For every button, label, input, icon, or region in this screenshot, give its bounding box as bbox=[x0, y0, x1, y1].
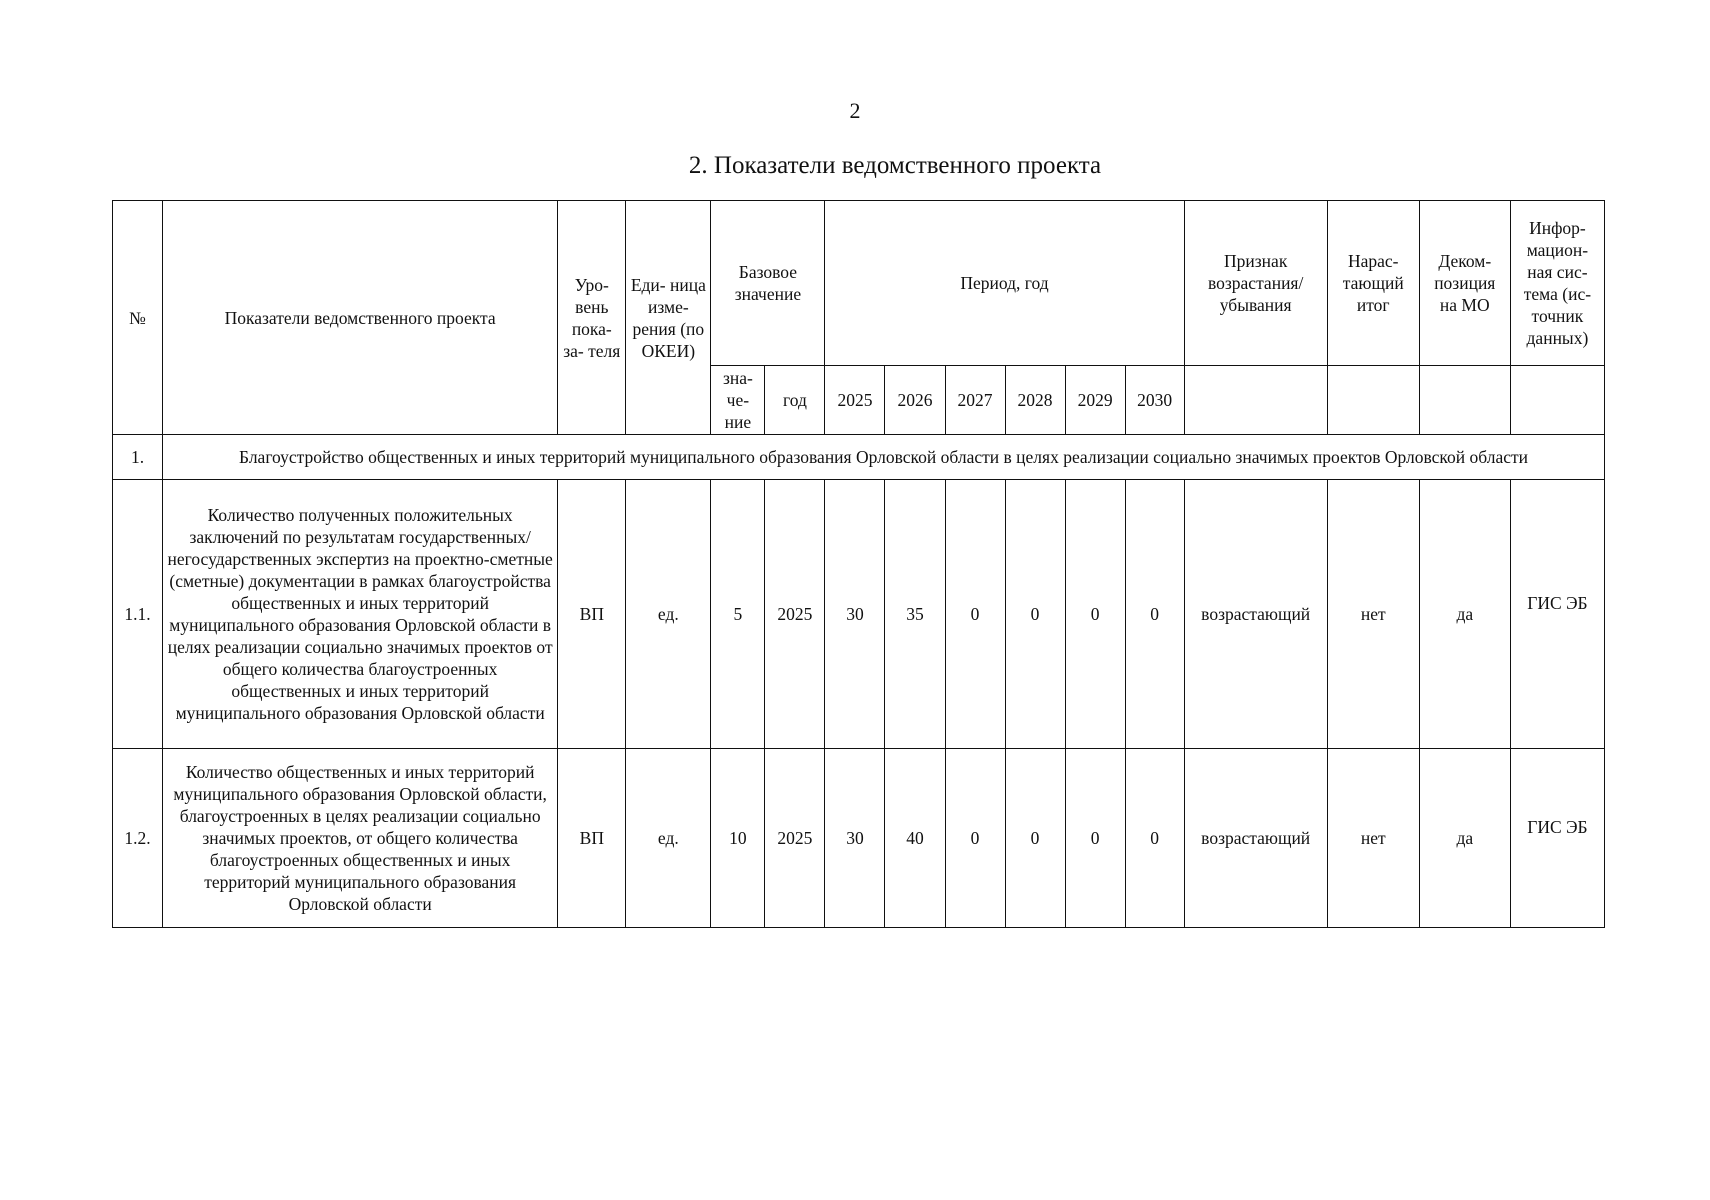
row-num: 1.1. bbox=[113, 480, 163, 749]
row-value-2026: 35 bbox=[885, 480, 945, 749]
row-indicator: Количество полученных положительных заключений по результатам государственных/негосударственных экспертиз на проектно-сметные (сметные) документации в рамках благоустройства общественных и иных территорий муниципального образования Орловской области в целях реализации социально значимых проектов от общего количества благоустроенных общественных и иных территорий муниципального образования Орловской области bbox=[163, 480, 558, 749]
row-value-2030: 0 bbox=[1125, 480, 1184, 749]
row-sign: возрастающий bbox=[1184, 480, 1327, 749]
row-decomposition: да bbox=[1419, 480, 1510, 749]
row-value-2028: 0 bbox=[1005, 749, 1065, 928]
header-cumulative: Нарас- тающий итог bbox=[1327, 201, 1419, 366]
row-value-2030: 0 bbox=[1125, 749, 1184, 928]
row-value-2029: 0 bbox=[1065, 749, 1125, 928]
row-cumulative: нет bbox=[1327, 749, 1419, 928]
empty-cell bbox=[1510, 366, 1604, 435]
table-row bbox=[113, 480, 1605, 749]
section-row bbox=[113, 435, 1605, 480]
header-level: Уро- вень пока- за- теля bbox=[558, 201, 626, 435]
empty-cell bbox=[1419, 366, 1510, 435]
row-value-2027: 0 bbox=[945, 480, 1005, 749]
row-infosystem-text: ГИС ЭБ bbox=[1527, 816, 1588, 837]
row-unit: ед. bbox=[626, 749, 711, 928]
row-num: 1.2. bbox=[113, 749, 163, 928]
row-sign: возрастающий bbox=[1184, 749, 1327, 928]
row-value-2027: 0 bbox=[945, 749, 1005, 928]
header-decomposition: Деком- позиция на МО bbox=[1419, 201, 1510, 366]
page-number: 2 bbox=[849, 98, 861, 123]
header-unit: Еди- ница изме- рения (по ОКЕИ) bbox=[626, 201, 711, 435]
header-year: 2025 bbox=[825, 366, 885, 435]
header-base-year: год bbox=[765, 366, 825, 435]
header-year: 2026 bbox=[885, 366, 945, 435]
header-period: Период, год bbox=[825, 201, 1184, 366]
indicators-table bbox=[112, 200, 1605, 928]
header-year: 2027 bbox=[945, 366, 1005, 435]
header-sign: Признак возрастания/ убывания bbox=[1184, 201, 1327, 366]
row-value-2029: 0 bbox=[1065, 480, 1125, 749]
header-indicator: Показатели ведомственного проекта bbox=[163, 201, 558, 435]
empty-cell bbox=[1184, 366, 1327, 435]
section-title: Благоустройство общественных и иных территорий муниципального образования Орловской области в целях реализации социально значимых проектов Орловской области bbox=[163, 435, 1605, 480]
row-base-year: 2025 bbox=[765, 480, 825, 749]
header-year: 2028 bbox=[1005, 366, 1065, 435]
row-value-2026: 40 bbox=[885, 749, 945, 928]
table-row bbox=[113, 749, 1605, 928]
row-decomposition: да bbox=[1419, 749, 1510, 928]
row-infosystem bbox=[1510, 480, 1604, 749]
row-value-2028: 0 bbox=[1005, 480, 1065, 749]
row-base-value: 10 bbox=[711, 749, 765, 928]
header-row bbox=[113, 201, 1605, 366]
row-indicator: Количество общественных и иных территорий муниципального образования Орловской области, благоустроенных в целях реализации социально значимых проектов, от общего количества благоустроенных общественных и иных территорий муниципального образования Орловской области bbox=[163, 749, 558, 928]
header-year: 2029 bbox=[1065, 366, 1125, 435]
row-infosystem bbox=[1510, 749, 1604, 928]
header-infosystem: Инфор- мацион- ная сис- тема (ис- точник данных) bbox=[1510, 201, 1604, 366]
row-base-value: 5 bbox=[711, 480, 765, 749]
section-num: 1. bbox=[113, 435, 163, 480]
header-num: № bbox=[113, 201, 163, 435]
row-cumulative: нет bbox=[1327, 480, 1419, 749]
row-level: ВП bbox=[558, 480, 626, 749]
header-base-value: зна- че- ние bbox=[711, 366, 765, 435]
empty-cell bbox=[1327, 366, 1419, 435]
row-level: ВП bbox=[558, 749, 626, 928]
row-value-2025: 30 bbox=[825, 480, 885, 749]
header-year: 2030 bbox=[1125, 366, 1184, 435]
row-base-year: 2025 bbox=[765, 749, 825, 928]
document-title: 2. Показатели ведомственного проекта bbox=[688, 152, 1102, 179]
row-infosystem-text: ГИС ЭБ bbox=[1527, 592, 1588, 613]
row-value-2025: 30 bbox=[825, 749, 885, 928]
header-base: Базовое значение bbox=[711, 201, 825, 366]
row-unit: ед. bbox=[626, 480, 711, 749]
